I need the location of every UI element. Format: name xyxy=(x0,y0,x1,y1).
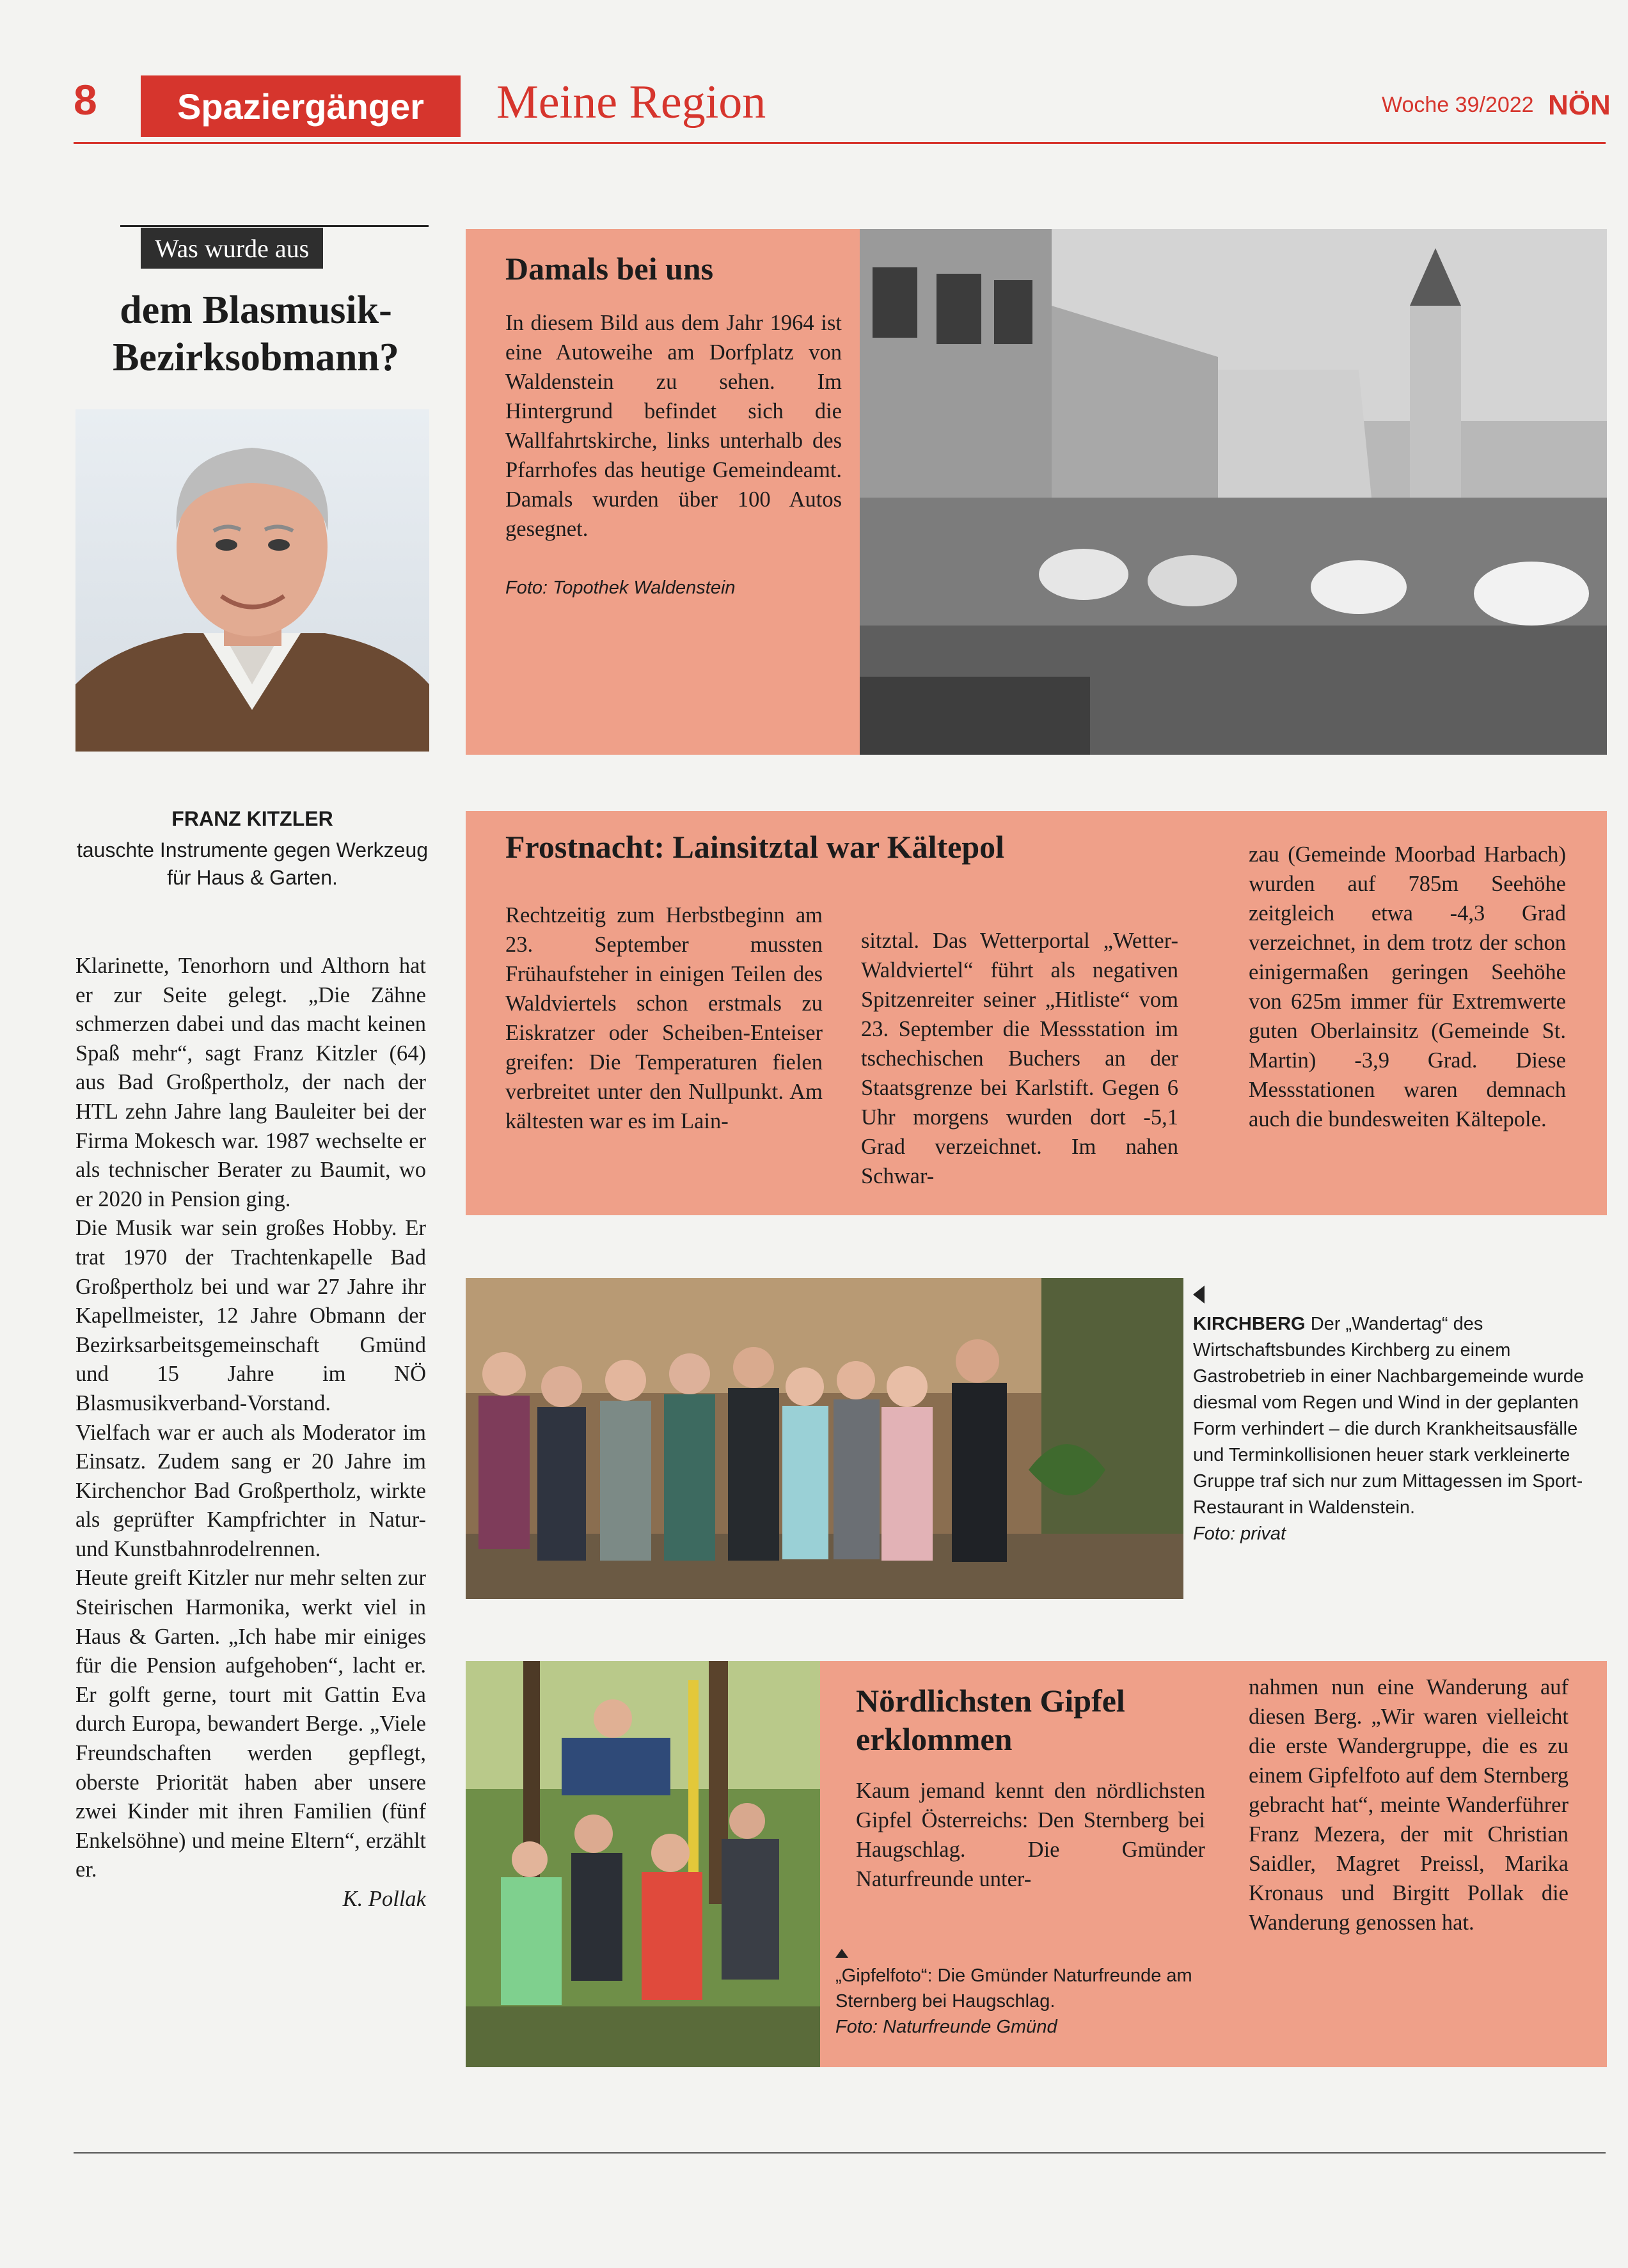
section-label xyxy=(141,75,461,137)
profile-headline: dem Blasmusik-Bezirksobmann? xyxy=(113,288,399,380)
person-name: FRANZ KITZLER xyxy=(171,807,333,830)
kirchberg-photo xyxy=(466,1278,1183,1599)
kicker-rule xyxy=(120,225,429,227)
frost-title: Frostnacht: Lainsitztal war Kältepol xyxy=(505,829,1005,865)
summit-photo-illustration xyxy=(466,1661,820,2067)
portrait-photo xyxy=(75,409,429,752)
region-title: Meine Region xyxy=(496,76,766,129)
kirchberg-text: Der „Wandertag“ des Wirtschaftsbundes Kirchberg zu einem Gastrobetrieb in einer Nachbargemeinde wurde diesmal vom Regen und Wind in der geplanten Form verhindert – die durch Krankheitsausfälle und Terminkollisionen heuer stark verkleinerte Gruppe traf sich nur zum Mittagessen im Sport-Restaurant in Waldenstein. xyxy=(1193,1314,1584,1518)
caption-arrow-up-icon xyxy=(835,1949,848,1958)
gipfel-caption: „Gipfelfoto“: Die Gmünder Naturfreunde am Sternberg bei Haugschlag. xyxy=(835,1965,1192,2012)
profile-paragraph: Heute greift Kitzler nur mehr selten zur Steirischen Harmonika, werkt viel in Haus & Garten. „Ich habe mir einiges für die Pension aufgehoben“, lacht er. Er golft gerne, tourt mit Gattin Eva durch Europa, bewandert Berge. „Viele Freundschaften werden gepflegt, oberste Priorität haben aber unsere zwei Kinder mit ihren Familien (fünf Enkelsöhne) und meine Eltern“, erzählt er. xyxy=(75,1566,426,1882)
kicker: Was wurde aus xyxy=(141,228,323,269)
gipfel-box xyxy=(820,1661,1607,2067)
kirchberg-place: KIRCHBERG xyxy=(1193,1314,1306,1334)
gipfel-credit: Foto: Naturfreunde Gmünd xyxy=(835,2017,1057,2037)
brand-logo: NÖN xyxy=(1548,90,1611,121)
gipfel-column-2: nahmen nun eine Wanderung auf diesen Berg. „Wir waren vielleicht die erste Wandergruppe, die es zu einem Gipfelfoto auf dem Sternberg gebracht hat“, meinte Wanderführer Franz Mezera, der mit Christian Saidler, Magret Preissl, Marika Kronaus und Birgitt Pollak die Wanderung genossen hat. xyxy=(1249,1675,1569,1935)
damals-credit: Foto: Topothek Waldenstein xyxy=(505,578,736,598)
damals-box xyxy=(466,229,860,755)
profile-article xyxy=(75,952,426,1914)
frost-column-1: Rechtzeitig zum Herbstbeginn am 23. September mussten Frühaufsteher in einigen Teilen des Waldviertels schon erstmals zu Eiskratzer oder Scheiben-Enteiser greifen: Die Temperaturen fielen verbreitet unter den Nullpunkt. Am kältesten war es im Lain- xyxy=(505,903,823,1133)
damals-text: In diesem Bild aus dem Jahr 1964 ist eine Autoweihe am Dorfplatz von Waldenstein zu sehen. Im Hintergrund befindet sich die Wallfahrtskirche, links unterhalb des Pfarrhofes das heutige Gemeindeamt. Damals wurden über 100 Autos gesegnet. xyxy=(505,311,842,541)
footer-rule xyxy=(74,2152,1606,2154)
gipfel-title: Nördlichsten Gipfel erklommen xyxy=(856,1683,1125,1757)
group-photo-illustration xyxy=(466,1278,1183,1599)
frost-column-3: zau (Gemeinde Moorbad Harbach) wurden auf 785m Seehöhe zeitgleich etwa -4,3 Grad verzeichnet, in dem trotz der schon einigermaßen geringen Seehöhe von 625m immer für Extremwerte guten Oberlainsitz (Gemeinde St. Martin) -3,9 Grad. Diese Messstationen waren demnach auch die bundesweiten Kältepole. xyxy=(1249,842,1566,1131)
caption-arrow-left-icon xyxy=(1193,1286,1205,1303)
profile-paragraph: Klarinette, Tenorhorn und Althorn hat er zur Seite gelegt. „Die Zähne schmerzen dabei und das macht keinen Spaß mehr“, sagt Franz Kitzler (64) aus Bad Großpertholz, der nach der HTL zehn Jahre lang Bauleiter bei der Firma Mokesch war. 1987 wechselte er als technischer Berater zu Baumit, wo er 2020 in Pension ging. xyxy=(75,954,426,1211)
damals-photo xyxy=(860,229,1607,755)
person-caption: tauschte Instrumente gegen Werkzeug für Haus & Garten. xyxy=(76,839,429,890)
gipfel-intro: Kaum jemand kennt den nördlichsten Gipfel Österreichs: Den Sternberg bei Haugschlag. Die Gmünder Naturfreunde unter- xyxy=(856,1779,1205,1891)
kirchberg-credit: Foto: privat xyxy=(1193,1524,1286,1544)
profile-paragraph: Vielfach war er auch als Moderator im Einsatz. Zudem sang er 20 Jahre im Kirchenchor Bad Großpertholz, wirkte als geprüfter Kampfrichter in Natur- und Kunstbahnrodelrennen. xyxy=(75,1420,426,1561)
profile-paragraph: Die Musik war sein großes Hobby. Er trat 1970 der Trachtenkapelle Bad Großpertholz bei und war 27 Jahre ihr Kapellmeister, 12 Jahre Obmann der Bezirksarbeitsgemeinschaft Gmünd und 15 Jahre im NÖ Blasmusikverband-Vorstand. xyxy=(75,1216,426,1415)
frost-column-2: sitztal. Das Wetterportal „Wetter-Waldviertel“ führt als negativen Spitzenreiter seiner „Hitliste“ vom 23. September die Messstation im tschechischen Buchers an der Staatsgrenze bei Karlstift. Gegen 6 Uhr morgens wurden dort -5,1 Grad verzeichnet. Im nahen Schwar- xyxy=(861,929,1178,1188)
author: K. Pollak xyxy=(342,1887,426,1911)
header-rule xyxy=(74,142,1606,144)
section-title: Spaziergänger xyxy=(177,86,424,127)
page-number: 8 xyxy=(74,76,97,123)
portrait-illustration xyxy=(75,409,429,752)
issue-week: Woche 39/2022 xyxy=(1382,93,1534,117)
gipfel-photo xyxy=(466,1661,820,2067)
historic-photo-illustration xyxy=(860,229,1607,755)
damals-title: Damals bei uns xyxy=(505,251,714,287)
kirchberg-caption xyxy=(1193,1311,1606,1547)
